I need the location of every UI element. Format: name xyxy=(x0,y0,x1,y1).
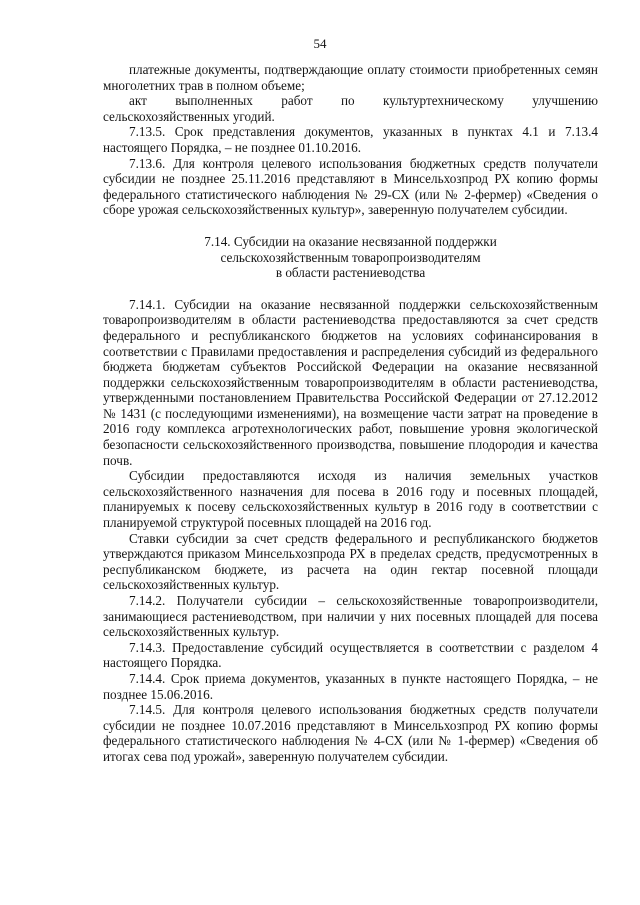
paragraph-7-14-4: 7.14.4. Срок приема документов, указанных в пункте настоящего Порядка, – не позднее 15.06.2016. xyxy=(103,670,598,702)
paragraph-payment-docs: платежные документы, подтверждающие оплату стоимости приобретенных семян многолетних трав в полном объеме; xyxy=(103,62,598,93)
section-heading xyxy=(103,234,598,281)
section-heading-line: сельскохозяйственным товаропроизводителям xyxy=(220,249,481,265)
document-body xyxy=(103,62,598,765)
paragraph-subsidy-rates: Ставки субсидии за счет средств федерального и республиканского бюджетов утверждаются приказом Минсельхозпрода РХ в пределах средств, предусмотренных в республиканском бюджете, из расчета на один гектар посевной площади сельскохозяйственных культур. xyxy=(103,530,598,593)
paragraph-act: акт выполненных работ по культуртехническому улучшению сельскохозяйственных угодий. xyxy=(103,93,598,124)
page-number: 54 xyxy=(313,36,327,51)
section-heading-line: 7.14. Субсидии на оказание несвязанной поддержки xyxy=(204,233,497,249)
paragraph-7-14-1: 7.14.1. Субсидии на оказание несвязанной поддержки сельскохозяйственным товаропроизводителям в области растениеводства предоставляются за счет средств федерального и республиканского бюджетов на условиях софинансирования в соответствии с Правилами предоставления и распределения субсидий из федерального бюджета бюджетам субъектов Российской Федерации на оказание несвязанной поддержки сельскохозяйственным товаропроизводителям в области растениеводства, утвержденными постановлением Правительства Российской Федерации от 27.12.2012 № 1431 (с последующими изменениями), на возмещение части затрат на проведение в 2016 году комплекса агротехнологических работ, повышение уровня экологической безопасности сельскохозяйственного производства, повышение плодородия и качества почв. xyxy=(103,296,598,468)
paragraph-7-13-6: 7.13.6. Для контроля целевого использования бюджетных средств получатели субсидии не позднее 25.11.2016 представляют в Минсельхозпрод РХ копию формы федерального статистического наблюдения № 29-СХ (или № 2-фермер) «Сведения о сборе урожая сельскохозяйственных культур», заверенную получателем субсидии. xyxy=(103,155,598,218)
section-heading-line: в области растениеводства xyxy=(275,265,426,281)
paragraph-7-14-2: 7.14.2. Получатели субсидии – сельскохозяйственные товаропроизводители, занимающиеся растениеводством, при наличии у них посевных площадей для посева сельскохозяйственных культур. xyxy=(103,593,598,640)
paragraph-7-13-5: 7.13.5. Срок представления документов, указанных в пунктах 4.1 и 7.13.4 настоящего Порядка, – не позднее 01.10.2016. xyxy=(103,124,598,155)
paragraph-subsidy-basis: Субсидии предоставляются исходя из наличия земельных участков сельскохозяйственного назначения для посева в 2016 году и посевных площадей, планируемых к посеву сельскохозяйственных культур в 2016 году в соответствии с планируемой структурой посевных площадей на 2016 год. xyxy=(103,468,598,531)
paragraph-7-14-3: 7.14.3. Предоставление субсидий осуществляется в соответствии с разделом 4 настоящего Порядка. xyxy=(103,639,598,671)
paragraph-7-14-5: 7.14.5. Для контроля целевого использования бюджетных средств получатели субсидии не позднее 10.07.2016 представляют в Минсельхозпрод РХ копию формы федерального статистического наблюдения № 4-СХ (или № 1-фермер) «Сведения об итогах сева под урожай», заверенную получателем субсидии. xyxy=(103,702,598,764)
